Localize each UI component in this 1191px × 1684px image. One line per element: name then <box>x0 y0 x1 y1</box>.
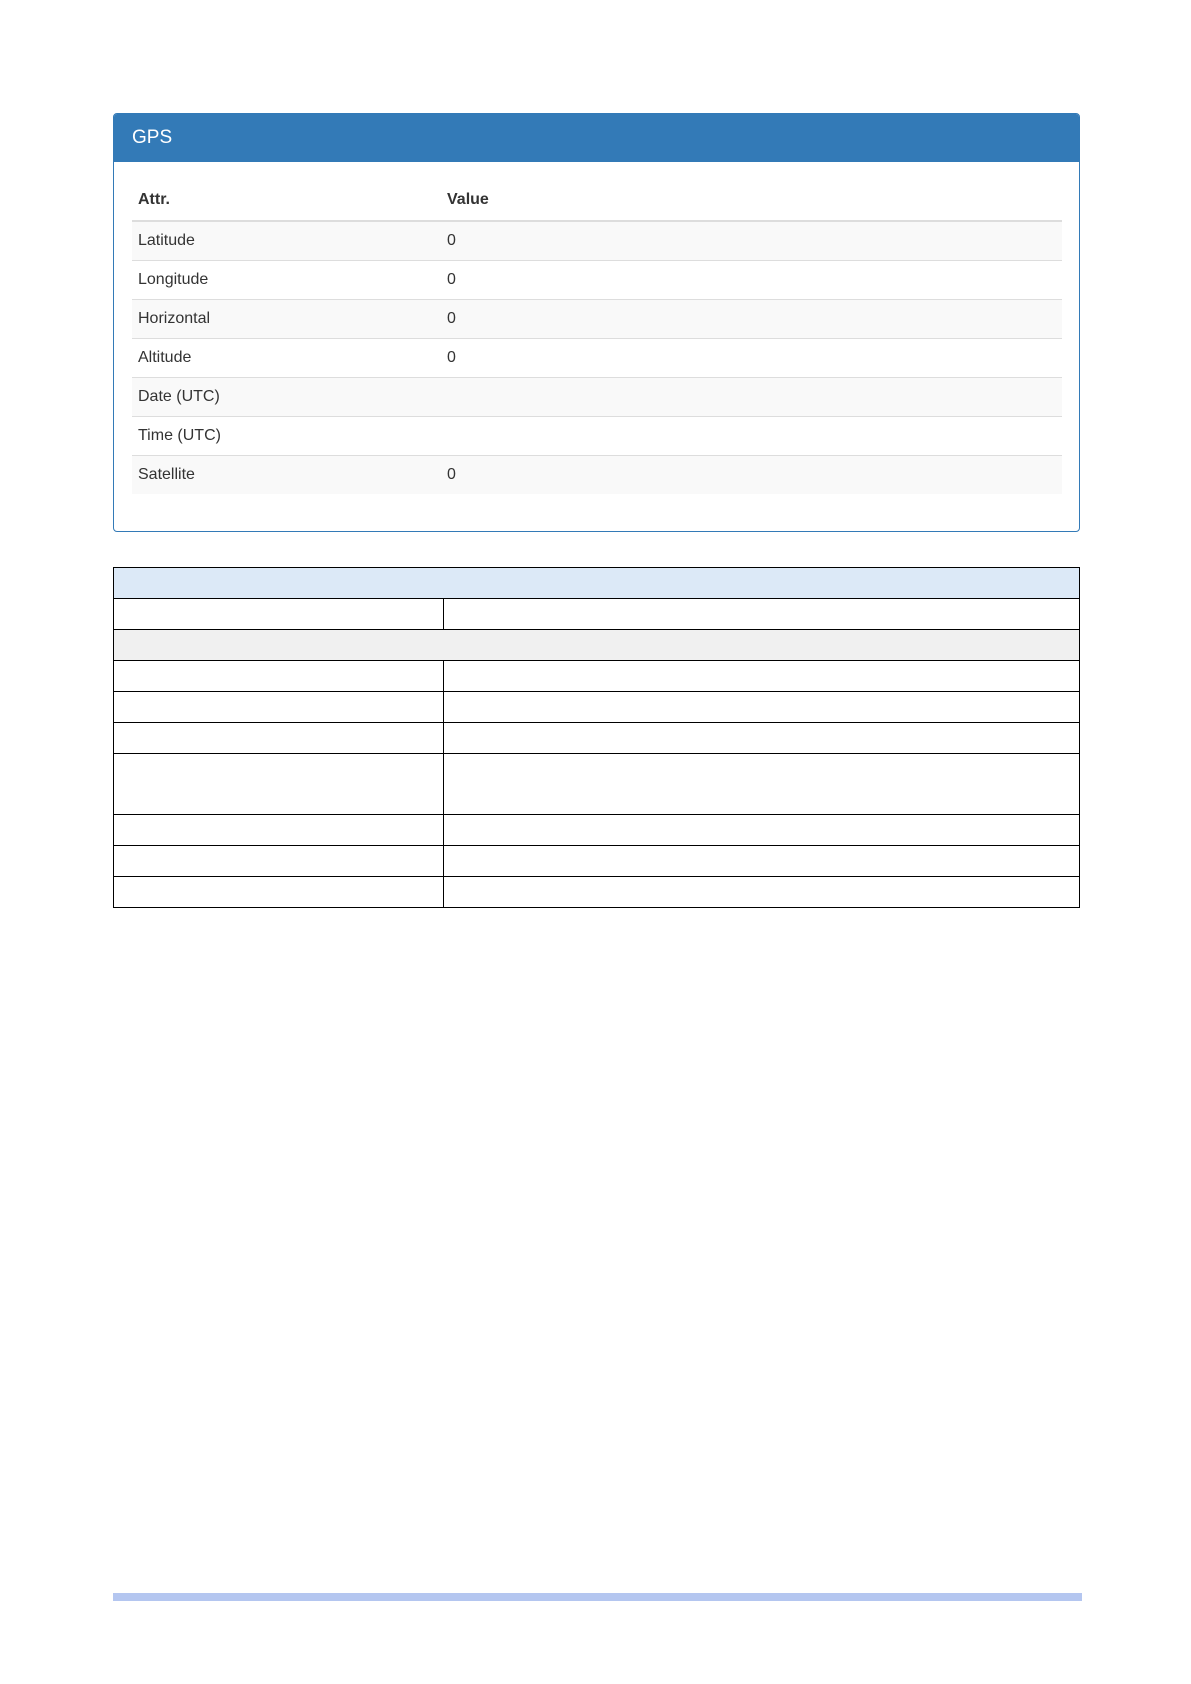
blank-cell <box>114 723 444 754</box>
attr-cell: Satellite <box>132 456 441 495</box>
table-row <box>132 378 1062 417</box>
table-header-row <box>132 180 1062 221</box>
blank-table-row <box>114 692 1080 723</box>
column-header-attr: Attr. <box>132 180 441 221</box>
attr-cell: Longitude <box>132 261 441 300</box>
attr-cell: Date (UTC) <box>132 378 441 417</box>
blank-cell <box>114 846 444 877</box>
blank-cell <box>114 661 444 692</box>
value-cell: 0 <box>441 261 1062 300</box>
blank-cell <box>443 877 1079 908</box>
blank-table-row <box>114 723 1080 754</box>
blank-cell <box>114 599 444 630</box>
blank-cell <box>443 599 1079 630</box>
blank-table-row <box>114 754 1080 815</box>
blank-cell <box>443 754 1079 815</box>
blank-header-cell <box>114 568 1080 599</box>
blank-table-row <box>114 599 1080 630</box>
blank-cell <box>443 661 1079 692</box>
blank-cell <box>443 815 1079 846</box>
value-cell <box>441 417 1062 456</box>
value-cell <box>441 378 1062 417</box>
gps-table <box>132 180 1062 494</box>
value-cell: 0 <box>441 456 1062 495</box>
value-cell: 0 <box>441 221 1062 261</box>
blank-table-header-row <box>114 568 1080 599</box>
blank-table-row <box>114 661 1080 692</box>
blank-cell <box>443 692 1079 723</box>
blank-cell <box>114 815 444 846</box>
blank-cell <box>114 692 444 723</box>
table-row <box>132 456 1062 495</box>
blank-table-row <box>114 877 1080 908</box>
blank-cell <box>443 723 1079 754</box>
value-cell: 0 <box>441 339 1062 378</box>
table-row <box>132 300 1062 339</box>
blank-table-row <box>114 846 1080 877</box>
table-row <box>132 339 1062 378</box>
gps-panel <box>113 113 1080 532</box>
blank-subheader-cell <box>114 630 1080 661</box>
attr-cell: Latitude <box>132 221 441 261</box>
blank-table-row <box>114 815 1080 846</box>
blank-cell <box>114 877 444 908</box>
attr-cell: Time (UTC) <box>132 417 441 456</box>
blank-cell <box>443 846 1079 877</box>
blank-cell <box>114 754 444 815</box>
value-cell: 0 <box>441 300 1062 339</box>
blank-table-subheader-row <box>114 630 1080 661</box>
table-row <box>132 221 1062 261</box>
column-header-value: Value <box>441 180 1062 221</box>
attr-cell: Horizontal <box>132 300 441 339</box>
attr-cell: Altitude <box>132 339 441 378</box>
footer-divider <box>113 1593 1082 1601</box>
table-row <box>132 261 1062 300</box>
table-row <box>132 417 1062 456</box>
panel-body <box>114 162 1079 494</box>
blank-table <box>113 567 1080 908</box>
panel-title: GPS <box>114 114 1079 162</box>
